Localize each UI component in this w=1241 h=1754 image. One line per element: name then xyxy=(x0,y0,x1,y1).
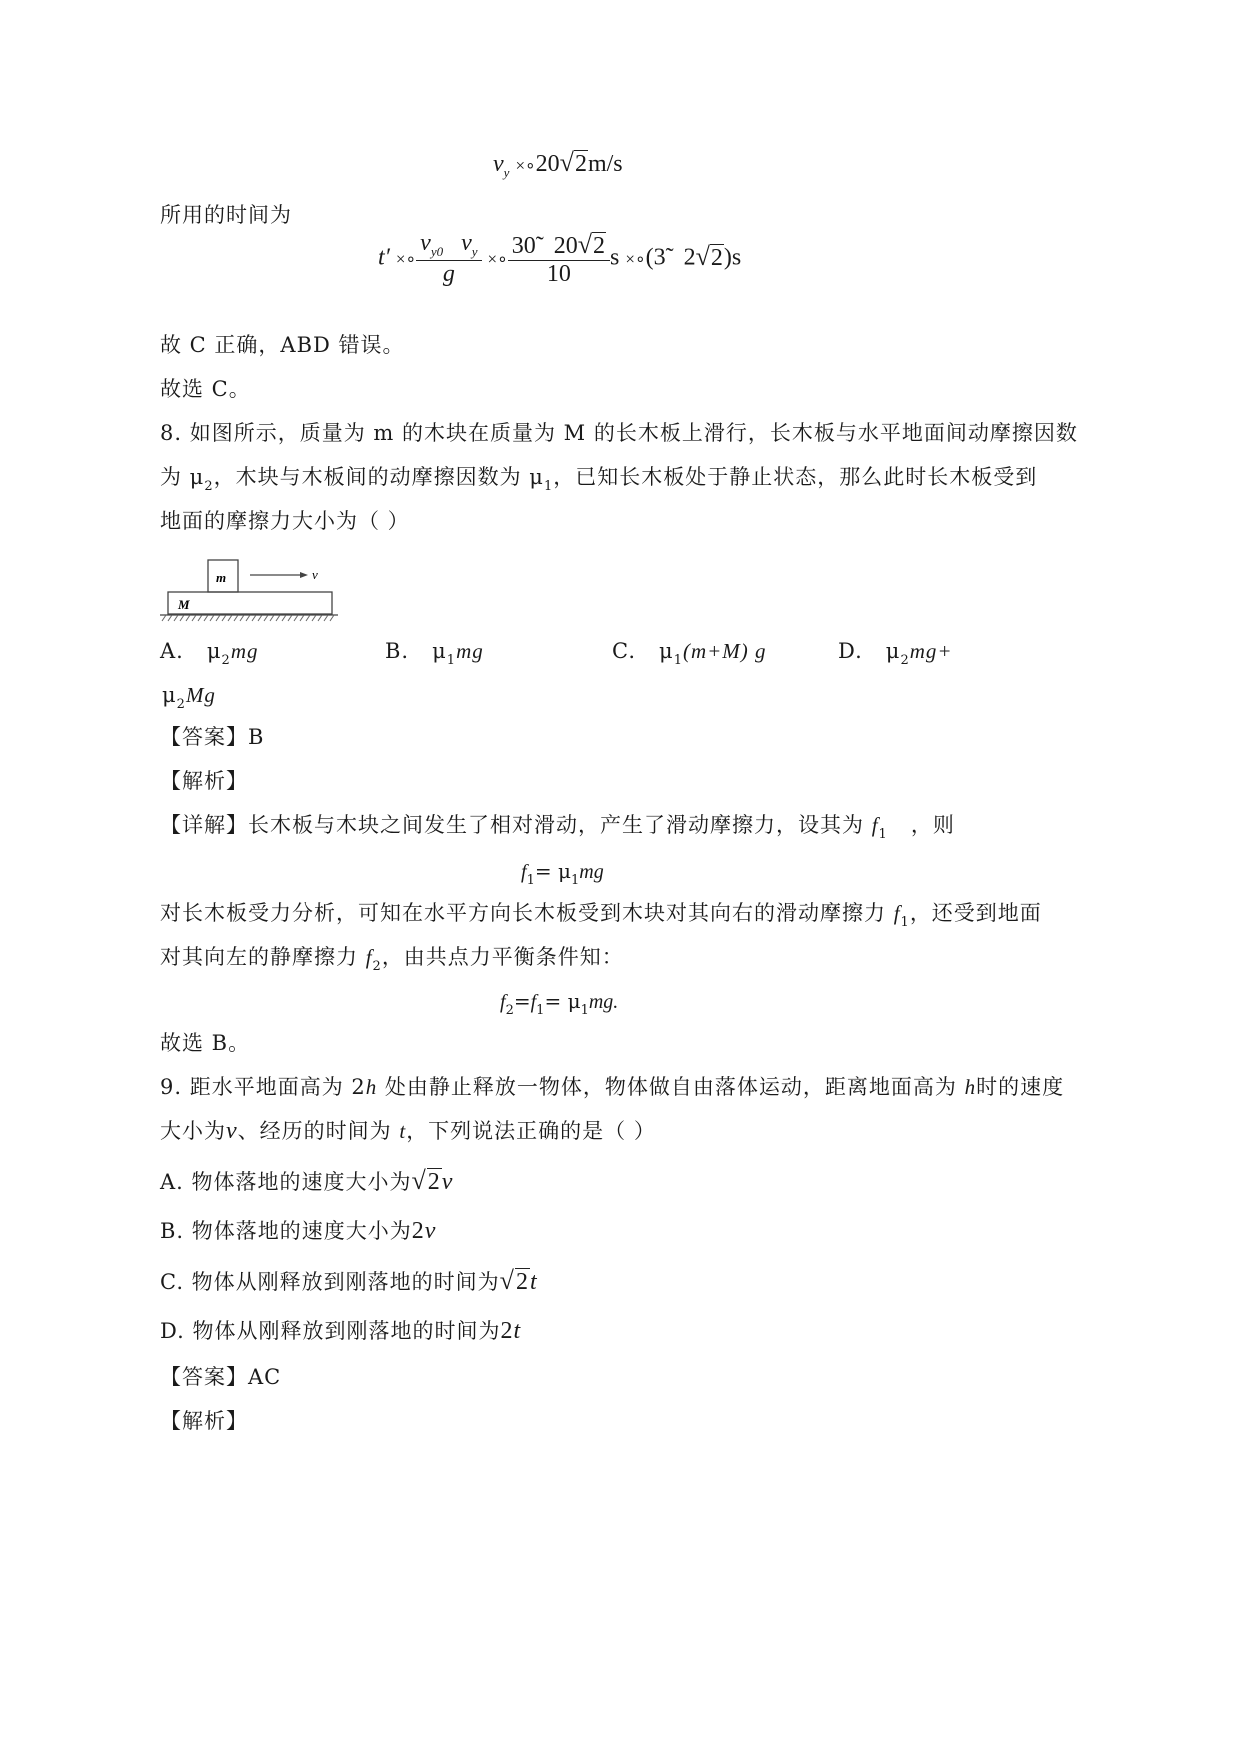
q8-line-1: 8. 如图所示，质量为 m 的木块在质量为 M 的长木板上滑行，长木板与水平地面间动摩擦因数 xyxy=(160,421,1078,445)
q8-para-1: 对长木板受力分析，可知在水平方向长木板受到木块对其向右的滑动摩擦力 $f_1$，还受到地面 xyxy=(160,901,1042,930)
q8-option-c: C. $\mu_1(m+M)$ g xyxy=(612,639,767,668)
q9-line-1: 9. 距水平地面高为 2h 处由静止释放一物体，物体做自由落体运动，距离地面高为 h时的速度 xyxy=(160,1075,1065,1099)
q9-answer: 【答案】AC xyxy=(160,1365,282,1389)
q9-line-2: 大小为v、经历的时间为 t，下列说法正确的是（ ） xyxy=(160,1118,656,1144)
block-label: m xyxy=(216,570,227,585)
text-c-correct: 故 C 正确，ABD 错误。 xyxy=(160,333,405,357)
equation-time: t′ ×∘ $\frac{v_{y0} v_y}{g}$ ×∘ $\frac{30̃ 20√2}{10}$ s ×∘(3̃ 2√2)s xyxy=(378,230,742,287)
eq-symbol: ×∘ xyxy=(487,249,508,269)
q9-option-a: A. 物体落地的速度大小为√2v xyxy=(160,1166,454,1195)
eq-unit: m/s xyxy=(587,151,623,177)
equation-vy xyxy=(493,148,623,181)
q9-analysis-label: 【解析】 xyxy=(160,1409,248,1433)
board-label: M xyxy=(178,597,190,612)
text-choose-c: 故选 C。 xyxy=(160,377,251,401)
ground-hatch xyxy=(162,615,334,621)
q8-para-2: 对其向左的静摩擦力 $f_2$，由共点力平衡条件知： xyxy=(160,945,624,974)
eq-result: (3̃ xyxy=(645,244,666,271)
q8-option-d: D. $\mu_2mg+$ xyxy=(838,639,953,668)
eq-sub: y xyxy=(503,165,510,180)
q9-option-c: C. 物体从刚释放到刚落地的时间为√2t xyxy=(160,1266,538,1295)
eq-symbol: ×∘ xyxy=(625,249,646,269)
q8-line-2: 为 $\mu_2$，木块与木板间的动摩擦因数为 $\mu_1$，已知长木板处于静止状态，那么此时长木板受到 xyxy=(160,465,1038,494)
q8-option-b: B. $\mu_1mg$ xyxy=(385,639,484,668)
eq-var: v xyxy=(493,151,504,177)
q8-choose: 故选 B。 xyxy=(160,1031,251,1055)
q8-answer: 【答案】B xyxy=(160,725,265,749)
text-time-label: 所用的时间为 xyxy=(160,203,292,227)
fraction-2: $\frac{30̃ 20√2}{10}$ xyxy=(508,230,610,288)
q8-line-3: 地面的摩擦力大小为（ ） xyxy=(160,509,410,533)
q8-option-a: A. $\mu_2mg$ xyxy=(160,639,259,668)
eq-var: t′ xyxy=(378,244,390,271)
q8-analysis-label: 【解析】 xyxy=(160,769,248,793)
eq-coef: 20 xyxy=(535,151,560,177)
velocity-label: v xyxy=(312,567,318,582)
q8-option-d-continued: $\mu_2Mg$ xyxy=(162,683,216,712)
equation-f1: $f_1= \mu_1mg$ xyxy=(521,859,604,888)
eq-symbol: ×∘ xyxy=(395,249,417,269)
q8-detail: 【详解】长木板与木块之间发生了相对滑动，产生了滑动摩擦力，设其为 $f_1$ ，则 xyxy=(160,813,955,842)
block-on-board-figure xyxy=(160,556,340,626)
q9-option-d: D. 物体从刚释放到刚落地的时间为2t xyxy=(160,1318,522,1344)
eq-unit: s xyxy=(610,244,620,271)
equation-f2: $f_2=f_1= \mu_1mg$. xyxy=(500,989,619,1018)
q9-option-b: B. 物体落地的速度大小为2v xyxy=(160,1218,437,1244)
fraction-1: $\frac{v_{y0} v_y}{g}$ xyxy=(416,230,481,288)
sqrt: √2 xyxy=(559,148,587,177)
eq-symbol: ×∘ xyxy=(515,156,536,175)
